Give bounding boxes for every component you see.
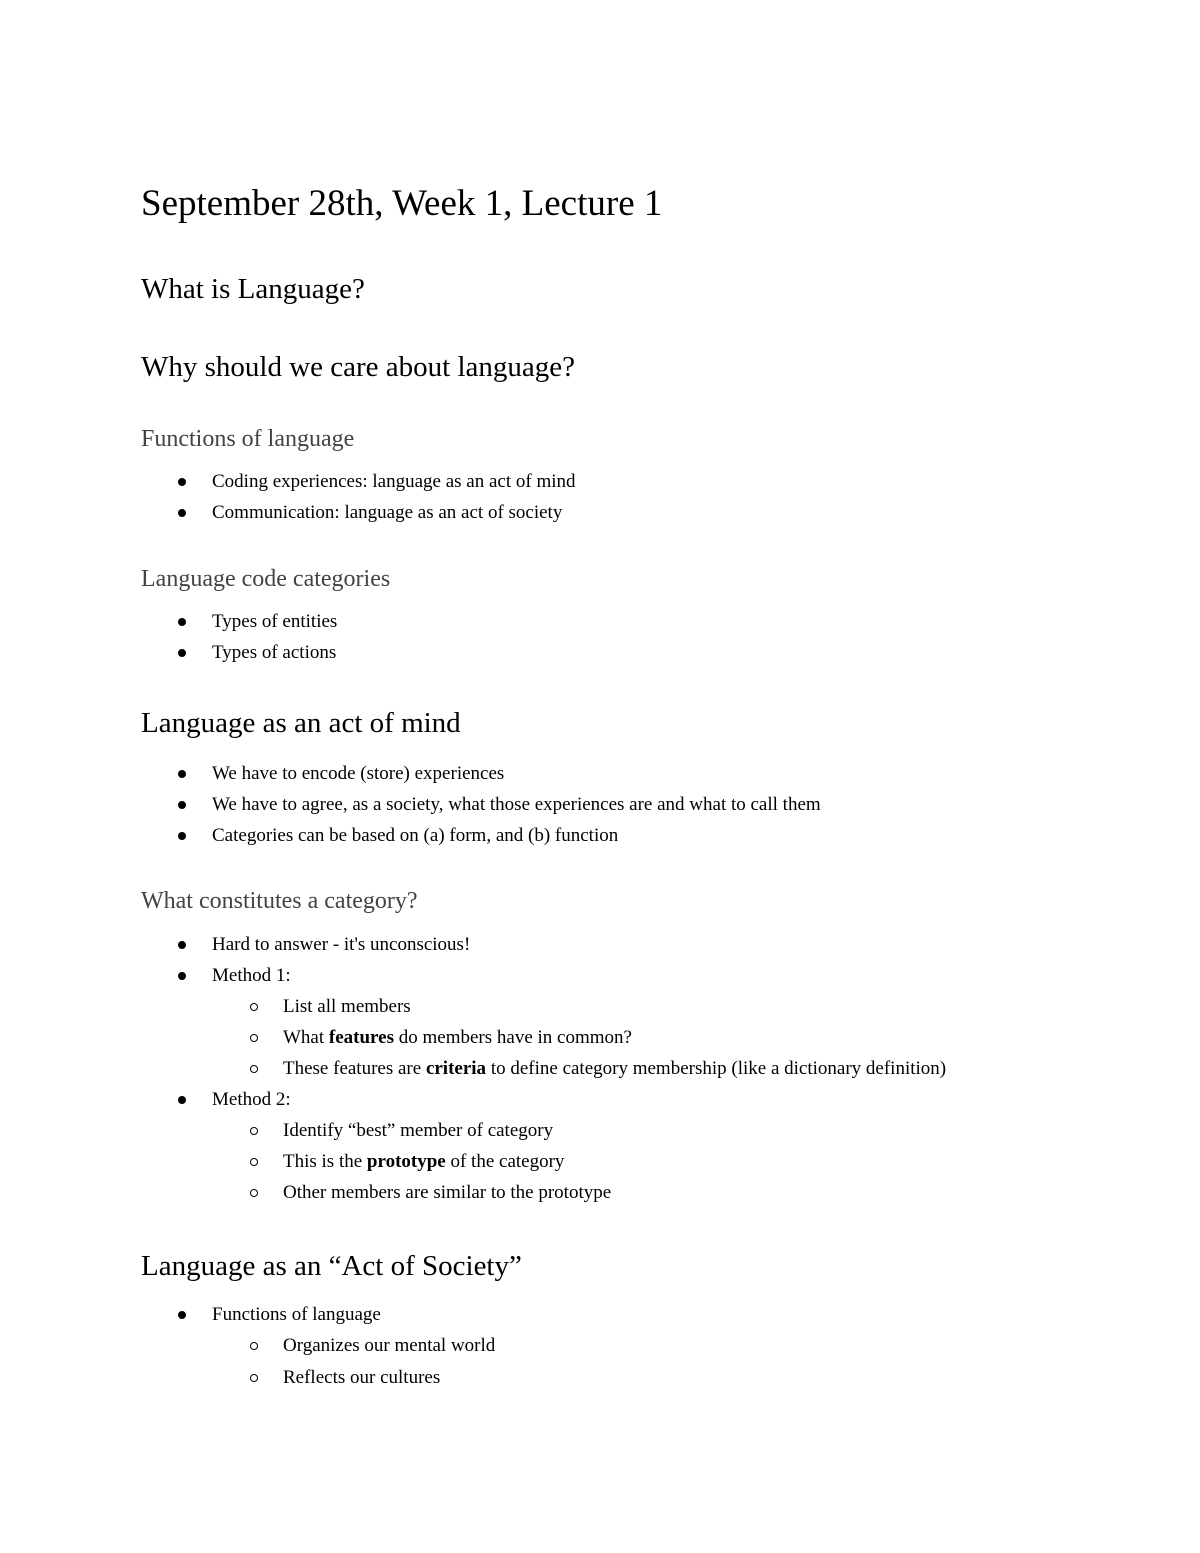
bold-term-criteria: criteria xyxy=(425,1058,487,1079)
heading-act-of-mind: Language as an act of mind xyxy=(141,707,461,739)
bullet-icon xyxy=(178,1311,186,1319)
heading-act-of-society: Language as an “Act of Society” xyxy=(141,1250,522,1282)
list-item: Hard to answer - it's unconscious! xyxy=(212,934,471,955)
bold-term-prototype: prototype xyxy=(366,1151,446,1172)
bullet-icon xyxy=(178,770,186,778)
sub-list-item: Identify “best” member of category xyxy=(283,1120,554,1141)
heading-functions-of-language: Functions of language xyxy=(141,426,355,452)
list-item: Functions of language xyxy=(212,1304,381,1325)
hollow-bullet-icon xyxy=(250,1127,258,1135)
hollow-bullet-icon xyxy=(250,1189,258,1197)
list-item: Coding experiences: language as an act of mind xyxy=(212,471,576,492)
list-item: We have to agree, as a society, what those experiences are and what to call them xyxy=(212,794,821,815)
bullet-icon xyxy=(178,972,186,980)
list-item: Types of actions xyxy=(212,642,337,663)
bullet-icon xyxy=(178,1096,186,1104)
heading-why-care: Why should we care about language? xyxy=(141,351,576,383)
page-title: September 28th, Week 1, Lecture 1 xyxy=(141,183,663,224)
hollow-bullet-icon xyxy=(250,1374,258,1382)
hollow-bullet-icon xyxy=(250,1342,258,1350)
heading-what-is-language: What is Language? xyxy=(141,273,365,305)
hollow-bullet-icon xyxy=(250,1065,258,1073)
bold-term-features: features xyxy=(328,1027,394,1048)
sub-list-item: Organizes our mental world xyxy=(283,1335,496,1356)
sub-list-item: What features do members have in common? xyxy=(283,1027,632,1048)
heading-what-constitutes-category: What constitutes a category? xyxy=(141,888,418,914)
bullet-icon xyxy=(178,618,186,626)
bullet-icon xyxy=(178,478,186,486)
list-item: Categories can be based on (a) form, and (b) function xyxy=(212,825,619,846)
sub-list-item: These features are criteria to define category membership (like a dictionary definition) xyxy=(283,1058,947,1079)
sub-list-item: This is the prototype of the category xyxy=(283,1151,565,1172)
sub-list-item: Other members are similar to the prototype xyxy=(283,1182,612,1203)
list-item: Types of entities xyxy=(212,611,338,632)
list-item: Communication: language as an act of society xyxy=(212,502,563,523)
bullet-icon xyxy=(178,509,186,517)
heading-language-code-categories: Language code categories xyxy=(141,566,391,592)
list-item: We have to encode (store) experiences xyxy=(212,763,505,784)
list-item-method-2: Method 2: xyxy=(212,1089,291,1110)
hollow-bullet-icon xyxy=(250,1003,258,1011)
sub-list-item: List all members xyxy=(283,996,411,1017)
hollow-bullet-icon xyxy=(250,1158,258,1166)
bullet-icon xyxy=(178,941,186,949)
list-item-method-1: Method 1: xyxy=(212,965,291,986)
hollow-bullet-icon xyxy=(250,1034,258,1042)
bullet-icon xyxy=(178,801,186,809)
bullet-icon xyxy=(178,649,186,657)
bullet-icon xyxy=(178,832,186,840)
sub-list-item: Reflects our cultures xyxy=(283,1367,441,1388)
